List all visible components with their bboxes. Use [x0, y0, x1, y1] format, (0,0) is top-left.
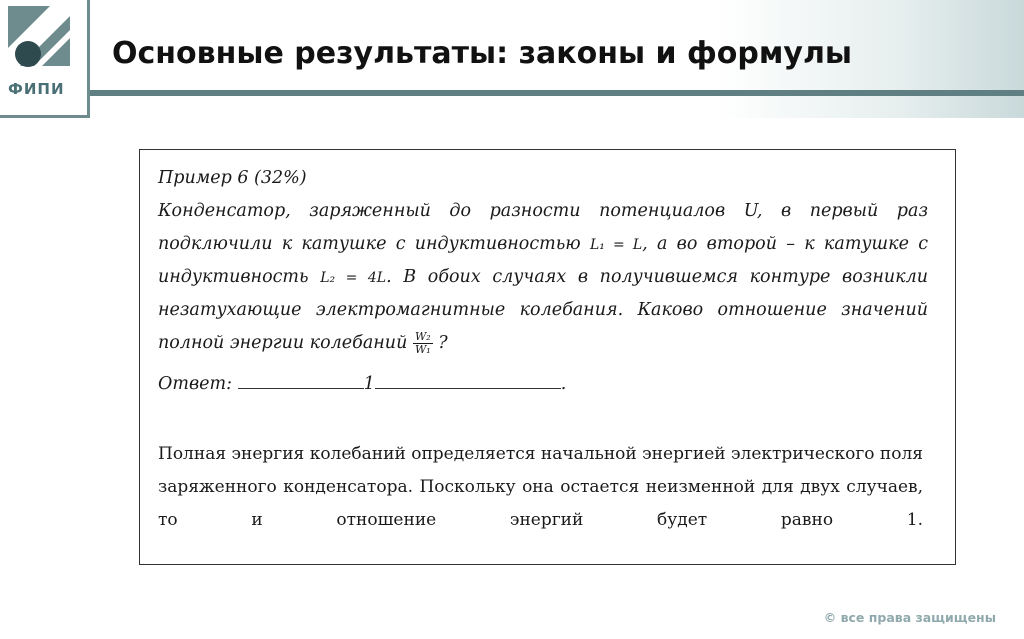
answer-blank-left [238, 368, 364, 389]
answer-end: . [560, 374, 567, 394]
logo [0, 0, 90, 118]
example-text [158, 162, 928, 401]
example-line-2 [158, 228, 928, 261]
formula-l2: L₂ = 4L [320, 270, 387, 286]
fraction-numerator: W₂ [414, 330, 431, 343]
example-line-5 [158, 327, 928, 360]
answer-row [158, 368, 928, 401]
example-card [139, 149, 956, 565]
logo-caption: ФИПИ [8, 80, 65, 98]
copyright-footer: © все права защищены [823, 610, 996, 625]
formula-l1: L₁ = L [589, 237, 643, 253]
header-divider [86, 90, 1024, 96]
line2-text-a: подключили к катушке с индуктивностью [158, 234, 581, 254]
line3-text-b: . В обоих случаях в получившемся контуре возникли [386, 267, 928, 287]
example-heading: Пример 6 (32%) [158, 168, 307, 188]
line3-text-a: индуктивность [158, 267, 309, 287]
example-line-3 [158, 261, 928, 294]
example-line-4: незатухающие электромагнитные колебания. Каково отношение значений [158, 300, 928, 320]
answer-value: 1 [363, 374, 375, 394]
fraction-denominator: W₁ [414, 343, 431, 356]
line2-text-b: , а во второй – к катушке с [642, 234, 928, 254]
answer-blank-right [375, 368, 561, 389]
example-line-1: Конденсатор, заряженный до разности потенциалов U, в первый раз [158, 201, 928, 221]
logo-frame [0, 0, 90, 118]
energy-ratio-fraction [413, 331, 433, 356]
page-title: Основные результаты: законы и формулы [112, 36, 853, 71]
line5-text-a: полной энергии колебаний [158, 333, 408, 353]
line5-text-b: ? [438, 333, 448, 353]
solution-text: Полная энергия колебаний определяется начальной энергией электрического поля заряженного конденсатора. Поскольку она остается неизменной для двух случаев, то и отношение энергий будет равно 1. [158, 444, 923, 530]
answer-label: Ответ: [158, 374, 232, 394]
